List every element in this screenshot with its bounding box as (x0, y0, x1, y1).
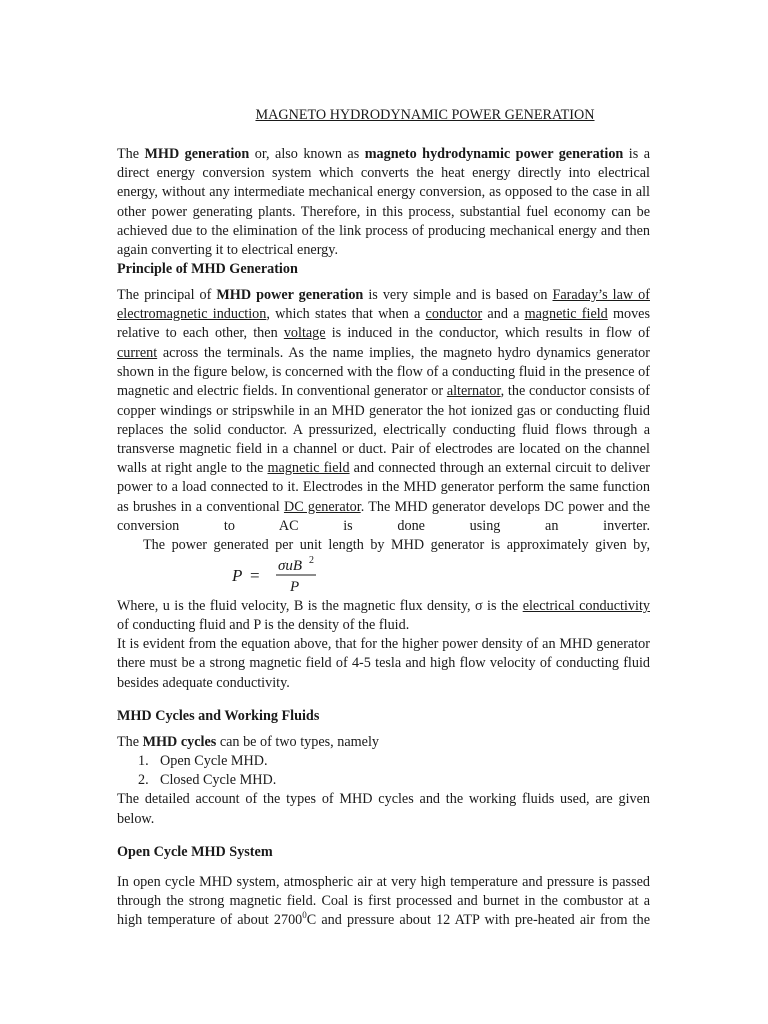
cycles-line-2: The detailed account of the types of MHD cycles and the working fluids used, are given (117, 791, 650, 807)
power-formula (230, 556, 330, 596)
intro-line-3: energy, without any intermediate mechanical energy conversion, as opposed to the case in all (117, 184, 650, 200)
principle-line-13: conversion to AC is done using an inverter. (117, 518, 650, 534)
principle-line-11: power to a load connected to it. Electrodes in the MHD generator perform the same function (117, 479, 650, 495)
where-line-1: Where, u is the fluid velocity, B is the magnetic flux density, σ is the electrical conductivity (117, 598, 650, 614)
formula-lhs: P (232, 566, 243, 585)
formula-equals: = (250, 566, 260, 585)
magnetic-field-link-2[interactable]: magnetic field (267, 460, 350, 476)
magnetic-field-link[interactable]: magnetic field (524, 306, 608, 322)
formula-numerator-exponent: 2 (309, 555, 314, 566)
formula-denominator: P (290, 579, 300, 595)
cycles-heading: MHD Cycles and Working Fluids (117, 708, 320, 724)
principle-line-10: walls at right angle to the magnetic field and connected through an external circuit to deliver (117, 460, 651, 476)
where-line-3: It is evident from the equation above, that for the higher power density of an MHD generator (117, 636, 650, 652)
formula-numerator: σuB (278, 558, 303, 574)
faraday-law-link[interactable]: Faraday’s law of (552, 287, 650, 303)
open-cycle-line-3: high temperature of about 2700$^0$C and pressure about 12 ATP with pre-heated air from the (117, 910, 650, 928)
open-cycle-heading: Open Cycle MHD System (117, 844, 273, 860)
electrical-conductivity-link[interactable]: electrical conductivity (522, 598, 650, 614)
intro-line-4: other power generating plants. Therefore, in this process, substantial fuel economy can be (117, 204, 650, 220)
principle-line-9: transverse magnetic field in a channel or duct. Pair of electrodes are located on the channel (117, 441, 650, 457)
principle-line-1: The principal of MHD power generation is very simple and is based on Faraday’s law of (117, 287, 650, 303)
principle-line-8: replaces the solid conductor. A pressurized, electrically conducting fluid flows through a (117, 422, 650, 438)
intro-line-5: achieved due to the elimination of the link process of producing mechanical energy and then (117, 223, 650, 239)
electromagnetic-induction-link[interactable]: electromagnetic induction (117, 306, 267, 322)
principle-line-5: shown in the figure below, is concerned with the flow of a conducting fluid in the presence of (117, 364, 650, 380)
where-line-5: besides adequate conductivity. (117, 675, 290, 691)
cycles-list-item: 1. Open Cycle MHD. (138, 753, 268, 769)
voltage-link[interactable]: voltage (283, 325, 326, 341)
principle-heading: Principle of MHD Generation (117, 261, 298, 277)
conductor-link[interactable]: conductor (425, 306, 483, 322)
intro-line-1: The MHD generation or, also known as magneto hydrodynamic power generation is a (117, 146, 651, 162)
current-link[interactable]: current (117, 345, 158, 361)
principle-line-3: relative to each other, then voltage is induced in the conductor, which results in flow of (117, 325, 650, 341)
principle-line-4: current across the terminals. As the name implies, the magneto hydro dynamics generator (117, 345, 650, 361)
principle-line-12: as brushes in a conventional DC generator. The MHD generator develops DC power and the (117, 499, 650, 515)
open-cycle-line-1: In open cycle MHD system, atmospheric air at very high temperature and pressure is passed (117, 874, 650, 890)
alternator-link[interactable]: alternator (446, 383, 501, 399)
intro-line-6: again converting it to electrical energy. (117, 242, 338, 258)
where-line-4: there must be a strong magnetic field of 4-5 tesla and high flow velocity of conducting fluid (117, 655, 650, 671)
open-cycle-line-2: through the strong magnetic field. Coal is first processed and burnet in the combustor at a (117, 893, 650, 909)
document-title: MAGNETO HYDRODYNAMIC POWER GENERATION (255, 107, 595, 123)
cycles-list-item: 2. Closed Cycle MHD. (138, 772, 277, 788)
cycles-line-1: The MHD cycles can be of two types, namely (117, 734, 379, 750)
dc-generator-link[interactable]: DC generator (283, 499, 361, 515)
principle-line-2: electromagnetic induction, which states that when a conductor and a magnetic field moves (117, 306, 651, 322)
principle-line-14: The power generated per unit length by MHD generator is approximately given by, (143, 537, 650, 553)
intro-line-2: direct energy conversion system which converts the heat energy directly into electrical (117, 165, 650, 181)
where-line-2: of conducting fluid and P is the density of the fluid. (117, 617, 410, 633)
principle-line-6: magnetic and electric fields. In conventional generator or alternator, the conductor consists of (117, 383, 650, 399)
principle-line-7: copper windings or stripswhile in an MHD generator the hot ionized gas or conducting fluid (117, 403, 650, 419)
cycles-line-3: below. (117, 811, 155, 827)
